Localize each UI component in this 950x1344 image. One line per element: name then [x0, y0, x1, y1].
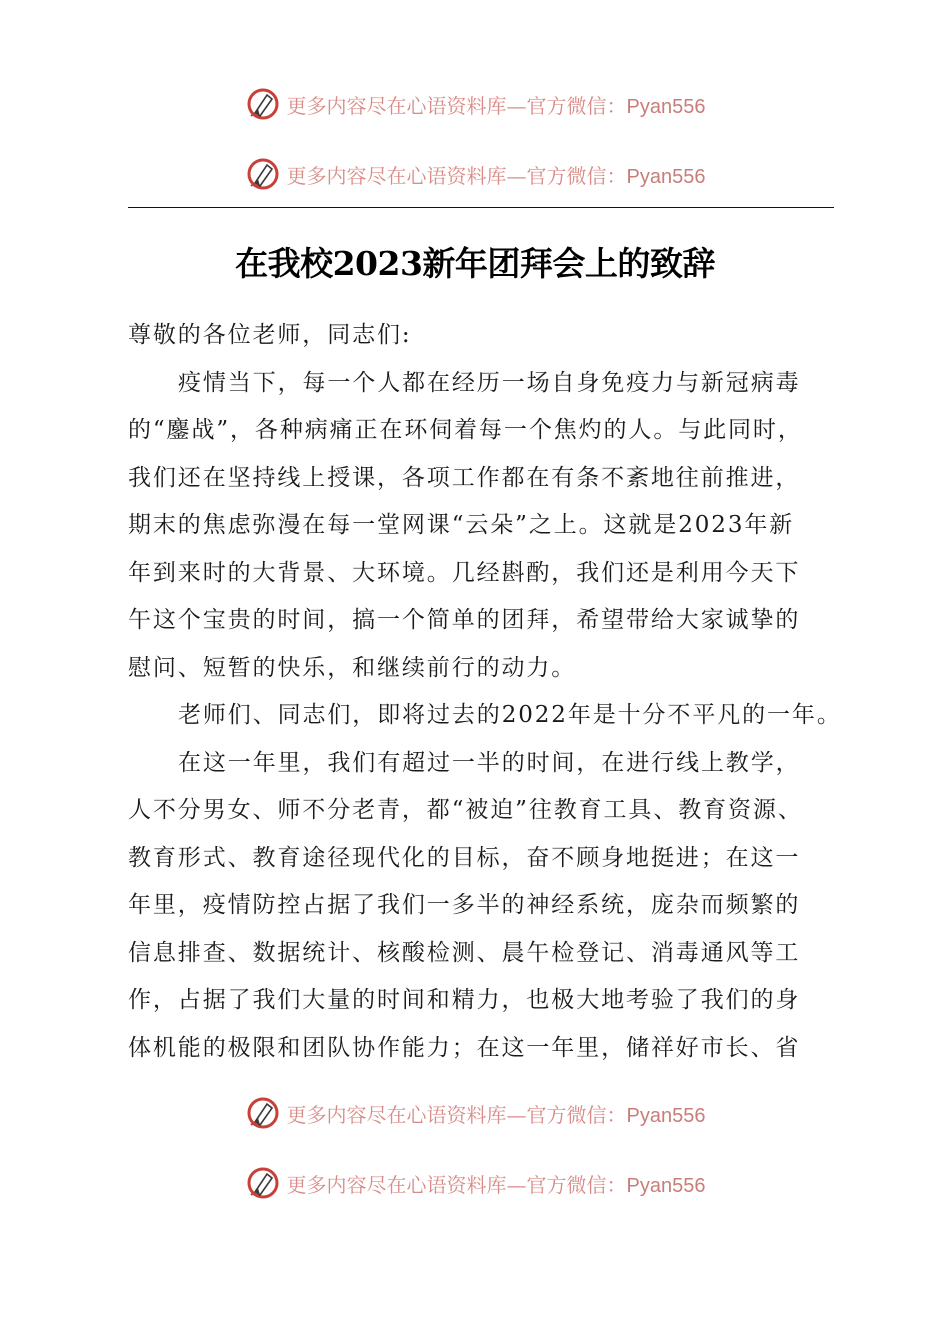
paragraph-line: 午这个宝贵的时间，搞一个简单的团拜，希望带给大家诚挚的	[128, 607, 801, 633]
watermark-wechat-id: Pyan556	[626, 165, 706, 188]
paragraph-line: 年到来时的大背景、大环境。几经斟酌，我们还是利用今天下	[128, 559, 801, 586]
paragraph-line: 年里，疫情防控占据了我们一多半的神经系统，庞杂而频繁的	[128, 892, 801, 918]
paragraph-line: 人不分男女、师不分老青，都“被迫”往教育工具、教育资源、	[128, 797, 803, 823]
paragraph-line: 疫情当下，每一个人都在经历一场自身免疫力与新冠病毒	[178, 369, 801, 396]
watermark-wechat-id: Pyan556	[626, 1174, 706, 1197]
pen-nib-logo-icon	[245, 86, 281, 122]
paragraph-line: 信息排查、数据统计、核酸检测、晨午检登记、消毒通风等工	[128, 939, 801, 966]
watermark-wechat-id: Pyan556	[626, 95, 706, 118]
watermark-wechat-id: Pyan556	[626, 1104, 706, 1127]
header-divider	[128, 207, 834, 208]
watermark-top-1	[0, 84, 950, 124]
watermark-text: 更多内容尽在心语资料库—官方微信：Pyan556	[286, 1172, 706, 1197]
watermark-top-2	[0, 154, 950, 194]
watermark-text: 更多内容尽在心语资料库—官方微信：Pyan556	[286, 93, 706, 118]
paragraph-line: 教育形式、教育途径现代化的目标，奋不顾身地挺进；在这一	[128, 844, 801, 871]
paragraph-line: 慰问、短暂的快乐，和继续前行的动力。	[128, 654, 577, 681]
paragraph-line: 我们还在坚持线上授课，各项工作都在有条不紊地往前推进，	[128, 464, 801, 491]
watermark-text: 更多内容尽在心语资料库—官方微信：Pyan556	[286, 163, 706, 188]
paragraph-line: 期末的焦虑弥漫在每一堂网课“云朵”之上。这就是2023年新	[128, 512, 795, 538]
pen-nib-logo-icon	[245, 156, 281, 192]
pen-nib-logo-icon	[245, 1095, 281, 1131]
watermark-bottom-1	[0, 1093, 950, 1133]
document-body	[128, 312, 840, 1072]
paragraph-line: 的“鏖战”，各种病痛正在环伺着每一个焦灼的人。与此同时，	[128, 417, 803, 443]
paragraph-line: 老师们、同志们，即将过去的2022年是十分不平凡的一年。	[178, 702, 842, 728]
pen-nib-logo-icon	[245, 1165, 281, 1201]
document-title: 在我校2023新年团拜会上的致辞	[235, 244, 715, 283]
paragraph-line: 体机能的极限和团队协作能力；在这一年里，储祥好市长、省	[128, 1034, 801, 1061]
watermark-text: 更多内容尽在心语资料库—官方微信：Pyan556	[286, 1102, 706, 1127]
salutation: 尊敬的各位老师，同志们:	[128, 322, 412, 348]
watermark-bottom-2	[0, 1163, 950, 1203]
paragraph-line: 作，占据了我们大量的时间和精力，也极大地考验了我们的身	[128, 987, 801, 1013]
paragraph-line: 在这一年里，我们有超过一半的时间，在进行线上教学，	[178, 749, 801, 776]
